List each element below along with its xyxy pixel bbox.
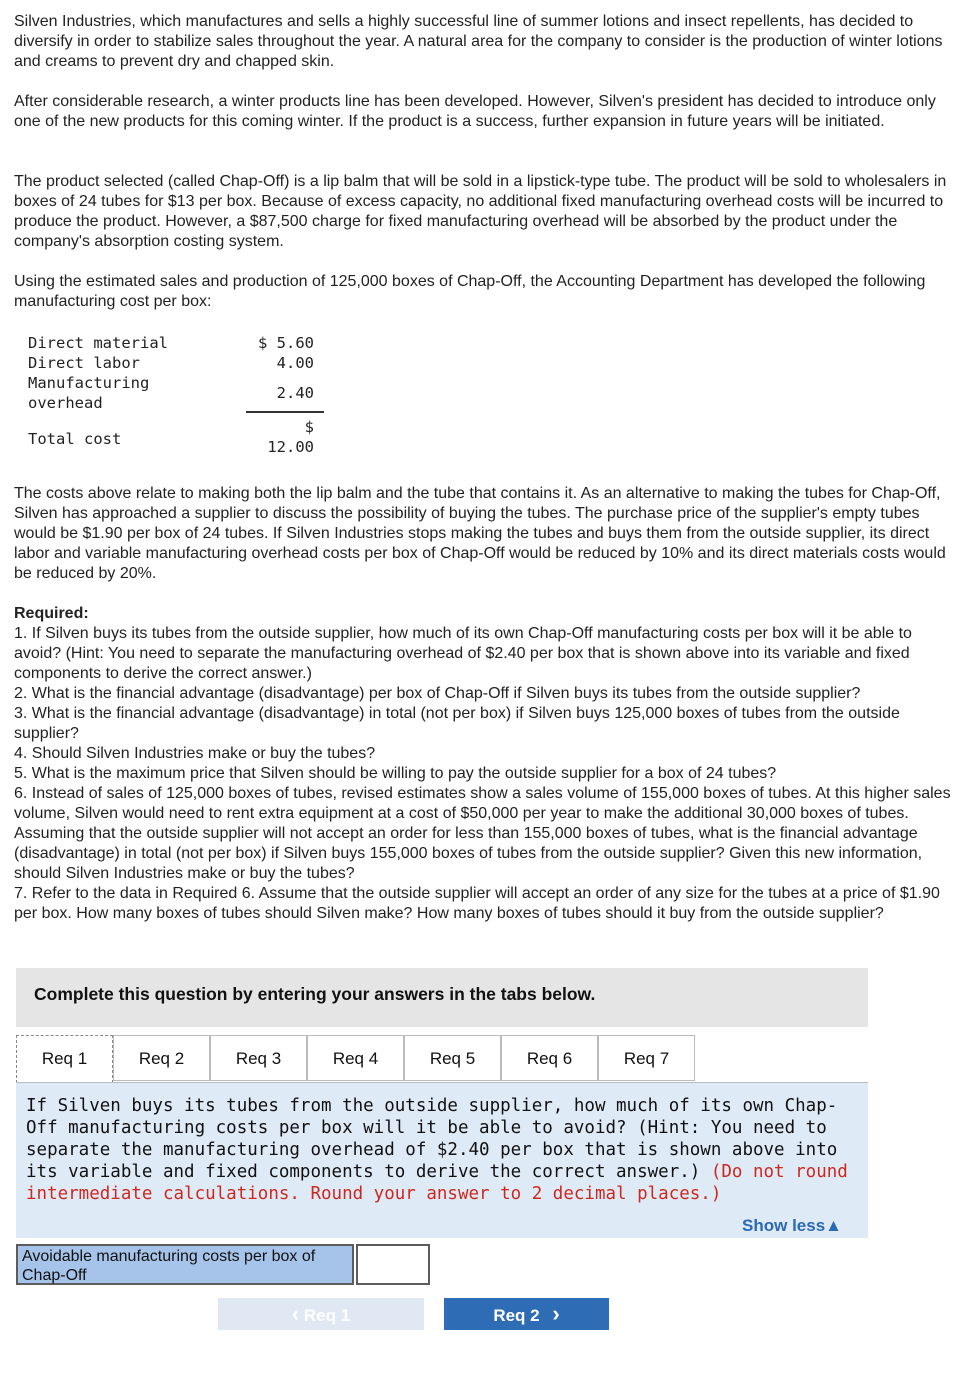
intro-paragraph-1: Silven Industries, which manufactures and sells a highly successful line of summer lotions and insect repellents, has decided to diversify in order to stabilize sales throughout the year. A natural area for the company to consider is the production of winter lotions and creams to prevent dry and chapped skin. <box>14 13 943 70</box>
required-item-1: 1. If Silven buys its tubes from the outside supplier, how much of its own Chap-Off manufacturing costs per box will it be able to avoid? (Hint: You need to separate the manufacturing overhead of $2.40 per box that is shown above into its variable and fixed components to derive the correct answer.) <box>14 625 912 682</box>
required-title: Required: <box>14 605 89 622</box>
tab-req-4[interactable]: Req 4 <box>307 1035 404 1081</box>
intro-paragraph-2: After considerable research, a winter products line has been developed. However, Silven's president has decided to introduce only one of the new products for this coming winter. If the product is a success, further expansion in future years will be initiated. <box>14 93 936 130</box>
required-item-4: 4. Should Silven Industries make or buy the tubes? <box>14 745 376 762</box>
intro-paragraph-5: The costs above relate to making both the lip balm and the tube that contains it. As an alternative to making the tubes for Chap-Off, Silven has approached a supplier to discuss the possibility of buying the tubes. The purchase price of the supplier's empty tubes would be $1.90 per box of 24 tubes. If Silven Industries stops making the tubes and buys them from the outside supplier, its direct labor and variable manufacturing overhead costs per box of Chap-Off would be reduced by 10% and its direct materials costs would be reduced by 20%. <box>14 485 946 582</box>
required-item-5: 5. What is the maximum price that Silven should be willing to pay the outside supplier for a box of 24 tubes? <box>14 765 777 782</box>
next-req-button[interactable] <box>444 1298 609 1330</box>
required-item-7: 7. Refer to the data in Required 6. Assume that the outside supplier will accept an order of any size for the tubes at a price of $1.90 per box. How many boxes of tubes should Silven make? How many boxes of tubes should it buy from the outside supplier? <box>14 885 940 922</box>
tab-req-2[interactable]: Req 2 <box>113 1035 210 1081</box>
tab-req-7[interactable]: Req 7 <box>598 1035 695 1081</box>
instructions-header <box>16 968 868 1027</box>
direct-labor-value: 4.00 <box>276 354 314 372</box>
required-section <box>14 604 959 924</box>
required-item-6: 6. Instead of sales of 125,000 boxes of tubes, revised estimates show a sales volume of 155,000 boxes of tubes. At this higher sales volume, Silven would need to rent extra equipment at a cost of $50,000 per year to make the additional 30,000 boxes of tubes. Assuming that the outside supplier will not accept an order for less than 155,000 boxes of tubes, what is the financial advantage (disadvantage) in total (not per box) if Silven buys 155,000 boxes of tubes from the outside supplier? Given this new information, should Silven Industries make or buy the tubes? <box>14 785 951 882</box>
direct-material-label: Direct material <box>28 334 168 352</box>
total-cost-value: 12.00 <box>267 438 314 456</box>
tab-req-5[interactable]: Req 5 <box>404 1035 501 1081</box>
prev-req-label: Req 1 <box>303 1306 351 1325</box>
required-item-2: 2. What is the financial advantage (disadvantage) per box of Chap-Off if Silven buys its tubes from the outside supplier? <box>14 685 861 702</box>
question-panel <box>16 1083 868 1238</box>
mfg-overhead-label-2: overhead <box>28 394 103 412</box>
prev-req-button[interactable] <box>218 1298 424 1330</box>
next-req-label: Req 2 <box>493 1306 540 1325</box>
question-body: If Silven buys its tubes from the outside supplier, how much of its own Chap-Off manufacturing costs per box will it be able to avoid? (Hint: You need to separate the manufacturing overhead of $2.40 per box that is shown above into its variable and fixed components to derive the correct answer.) <box>26 1096 838 1182</box>
required-item-3: 3. What is the financial advantage (disadvantage) in total (not per box) if Silven buys 125,000 boxes of tubes from the outside supplier? <box>14 705 900 742</box>
intro-paragraph-4: Using the estimated sales and production of 125,000 boxes of Chap-Off, the Accounting Department has developed the following manufacturing cost per box: <box>14 273 926 310</box>
avoidable-cost-input[interactable] <box>358 1246 428 1283</box>
question-text <box>26 1095 856 1205</box>
direct-labor-label: Direct labor <box>28 354 140 372</box>
chevron-right-icon: › <box>552 1301 560 1326</box>
tab-req-1[interactable]: Req 1 <box>16 1035 113 1083</box>
question-instruction: (Do not round intermediate calculations. Round your answer to 2 decimal places.) <box>26 1162 848 1204</box>
tab-req-3[interactable]: Req 3 <box>210 1035 307 1081</box>
answer-label: Avoidable manufacturing costs per box of Chap-Off <box>16 1244 354 1285</box>
tab-req-6[interactable]: Req 6 <box>501 1035 598 1081</box>
show-less-button[interactable] <box>742 1216 842 1236</box>
show-less-label: Show less <box>742 1216 826 1235</box>
subtotal-rule <box>246 411 324 413</box>
total-cost-dollar: $ <box>304 418 314 436</box>
mfg-overhead-label-1: Manufacturing <box>28 374 150 392</box>
triangle-up-icon: ▲ <box>825 1216 842 1235</box>
mfg-overhead-value: 2.40 <box>276 384 314 402</box>
answer-input-wrapper <box>356 1244 430 1285</box>
instructions-text: Complete this question by entering your answers in the tabs below. <box>34 984 596 1004</box>
chevron-left-icon: ‹ <box>291 1301 300 1326</box>
total-cost-label: Total cost <box>28 430 122 448</box>
direct-material-value: $ 5.60 <box>258 334 314 352</box>
intro-paragraph-3: The product selected (called Chap-Off) is a lip balm that will be sold in a lipstick-type tube. The product will be sold to wholesalers in boxes of 24 tubes for $13 per box. Because of excess capacity, no additional fixed manufacturing overhead costs will be incurred to produce the product. However, a $87,500 charge for fixed manufacturing overhead will be absorbed by the product under the company's absorption costing system. <box>14 173 947 250</box>
